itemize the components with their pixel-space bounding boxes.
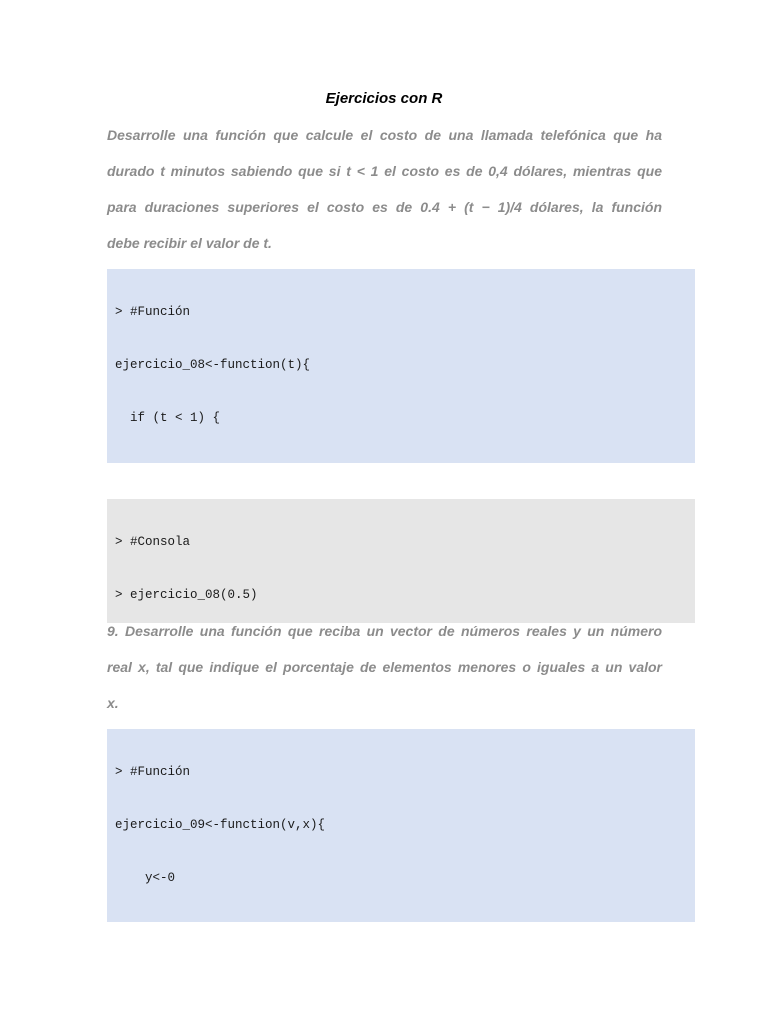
exercise-9-function-code xyxy=(107,729,695,922)
exercise-8-function-code xyxy=(107,269,695,463)
statement-line: durado t minutos sabiendo que si t < 1 el costo es de 0,4 dólares, mientras que xyxy=(107,163,662,179)
code-line: if (t < 1) { xyxy=(115,410,221,425)
console-line: > ejercicio_08(0.5) xyxy=(115,587,258,602)
statement-line: x. xyxy=(107,695,119,711)
statement-line: 9. Desarrolle una función que reciba un vector de números reales y un número xyxy=(107,623,662,639)
code-line: y<-0 xyxy=(115,870,176,885)
exercise-8-console-output xyxy=(107,499,695,623)
statement-line: real x, tal que indique el porcentaje de elementos menores o iguales a un valor xyxy=(107,659,662,675)
exercise-9-statement xyxy=(107,613,662,721)
code-line: ejercicio_09<-function(v,x){ xyxy=(115,817,326,832)
statement-line: debe recibir el valor de t. xyxy=(107,235,272,251)
page-title: Ejercicios con R xyxy=(325,90,443,107)
code-line: > #Función xyxy=(115,765,191,780)
statement-line: Desarrolle una función que calcule el costo de una llamada telefónica que ha xyxy=(107,127,662,143)
exercise-8-statement xyxy=(107,117,662,261)
code-line: ejercicio_08<-function(t){ xyxy=(115,357,311,372)
statement-line: para duraciones superiores el costo es de 0.4 + (t − 1)/4 dólares, la función xyxy=(107,199,662,215)
code-line: > #Función xyxy=(115,305,191,320)
console-line: > #Consola xyxy=(115,535,191,550)
